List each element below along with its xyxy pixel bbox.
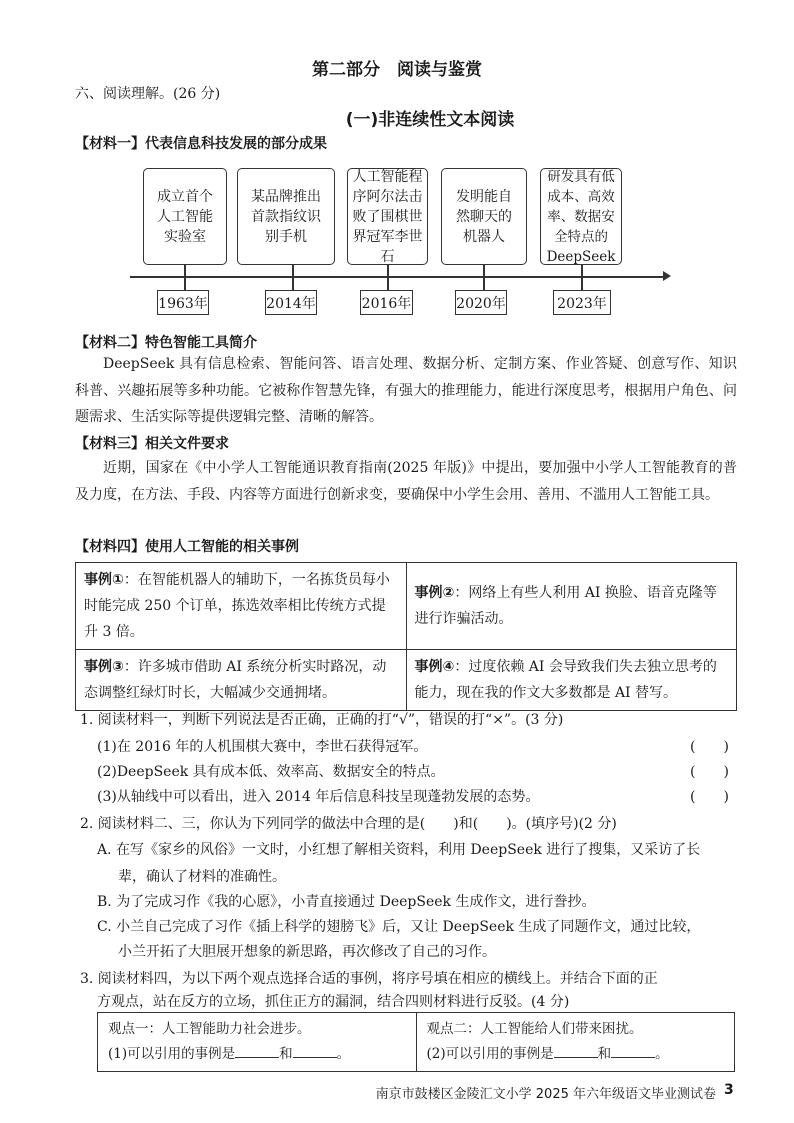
case-text: ：在智能机器人的辅助下，一名拣货员每小时能完成 250 个订单，拣选效率相比传统方式提升 3 倍。	[84, 572, 390, 640]
option-a-cont: 辈，确认了材料的准确性。	[118, 869, 286, 885]
timeline-axis	[130, 276, 665, 278]
and-text: 和	[279, 1046, 293, 1062]
case-cell	[76, 563, 407, 650]
page-number: 3	[724, 1082, 734, 1098]
material2-heading: 【材料二】特色智能工具简介	[75, 335, 257, 351]
timeline-year: 2016年	[360, 290, 413, 315]
case-label: 事例②	[414, 585, 455, 601]
period: 。	[336, 1046, 351, 1062]
case-cell	[76, 650, 407, 711]
question-3-stem-cont: 方观点，站在反方的立场，抓住正方的漏洞，结合四则材料进行反驳。(4 分)	[97, 994, 570, 1010]
timeline-event: 发明能自然聊天的机器人	[441, 168, 527, 265]
timeline-stem	[581, 265, 583, 290]
period: 。	[655, 1046, 669, 1062]
material3-body: 近期，国家在《中小学人工智能通识教育指南(2025 年版)》中提出，要加强中小学人工智能教育的普及力度，在方法、手段、内容等方面进行创新求变，要确保中小学生会用、善用、不滥用人工智能工具。	[75, 460, 737, 503]
case-cell	[406, 563, 737, 650]
part-title: 第二部分 阅读与鉴赏	[312, 60, 482, 80]
timeline-year: 2023年	[553, 290, 611, 315]
answer-blank[interactable]	[235, 1045, 279, 1058]
question-1-item: (1)在 2016 年的人机围棋大赛中，李世石获得冠军。	[97, 739, 428, 755]
material3-heading: 【材料三】相关文件要求	[75, 436, 229, 452]
subsection-title: (一)非连续性文本阅读	[345, 110, 515, 130]
question-1-stem: 1. 阅读材料一，判断下列说法是否正确，正确的打“√”，错误的打“×”。(3 分)	[80, 712, 564, 728]
option-c-cont: 小兰开拓了大胆展开想象的新思路，再次修改了自己的习作。	[118, 944, 496, 960]
timeline-stem	[483, 265, 485, 290]
answer-paren[interactable]: ( )	[690, 789, 729, 805]
timeline-event: 成立首个人工智能实验室	[143, 168, 227, 265]
arrow-icon	[663, 271, 671, 281]
viewpoints-table	[97, 1012, 735, 1072]
option-a: A. 在写《家乡的风俗》一文时，小红想了解相关资料，利用 DeepSeek 进行了搜集，又采访了长	[97, 842, 701, 858]
case-text: ：网络上有些人利用 AI 换脸、语音克隆等进行诈骗活动。	[414, 585, 717, 627]
timeline-event: 某品牌推出首款指纹识别手机	[237, 168, 335, 265]
footer-text: 南京市鼓楼区金陵汇文小学 2025 年六年级语文毕业测试卷	[375, 1087, 716, 1102]
timeline-stem	[184, 265, 186, 290]
viewpoint-cell	[98, 1013, 417, 1072]
answer-paren[interactable]: ( )	[690, 739, 729, 755]
viewpoint-prompt: (1)可以引用的事例是	[108, 1046, 236, 1062]
viewpoint-prompt: (2)可以引用的事例是	[426, 1046, 554, 1062]
answer-paren[interactable]: ( )	[690, 764, 729, 780]
case-label: 事例①	[84, 572, 124, 588]
material1-heading: 【材料一】代表信息科技发展的部分成果	[75, 136, 327, 152]
material4-heading: 【材料四】使用人工智能的相关事例	[75, 539, 299, 555]
case-label: 事例④	[414, 659, 455, 675]
answer-blank[interactable]	[293, 1045, 337, 1058]
case-text: ：过度依赖 AI 会导致我们失去独立思考的能力，现在我的作文大多数都是 AI 替写。	[414, 659, 717, 701]
timeline-stem	[292, 265, 294, 290]
answer-blank[interactable]	[611, 1045, 655, 1058]
question-1-item: (3)从轴线中可以看出，进入 2014 年后信息科技呈现蓬勃发展的态势。	[97, 789, 540, 805]
case-text: ：许多城市借助 AI 系统分析实时路况，动态调整红绿灯时长，大幅减少交通拥堵。	[84, 659, 387, 701]
timeline-year: 2014年	[265, 290, 317, 315]
timeline-year: 2020年	[455, 290, 507, 315]
timeline-event: 研发具有低成本、高效率、数据安全特点的DeepSeek	[540, 168, 622, 265]
timeline-event: 人工智能程序阿尔法击败了围棋世界冠军李世石	[347, 168, 428, 265]
section-title: 六、阅读理解。(26 分)	[75, 86, 221, 102]
and-text: 和	[597, 1046, 612, 1062]
timeline-stem	[387, 265, 389, 290]
question-2-stem: 2. 阅读材料二、三，你认为下列同学的做法中合理的是( )和( )。(填序号)(2 分)	[80, 816, 617, 832]
viewpoint-title: 观点二：人工智能给人们带来困扰。	[426, 1021, 643, 1037]
cases-table	[75, 562, 737, 711]
viewpoint-title: 观点一：人工智能助力社会进步。	[108, 1021, 311, 1037]
option-c: C. 小兰自己完成了习作《插上科学的翅膀飞》后，又让 DeepSeek 生成了同题作文，通过比较，	[97, 919, 701, 935]
timeline-year: 1963年	[157, 290, 209, 315]
question-1-item: (2)DeepSeek 具有成本低、效率高、数据安全的特点。	[97, 764, 445, 780]
case-label: 事例③	[84, 659, 124, 675]
question-3-stem: 3. 阅读材料四，为以下两个观点选择合适的事例，将序号填在相应的横线上。并结合下面的正	[80, 971, 658, 987]
answer-blank[interactable]	[554, 1045, 598, 1058]
material2-body: DeepSeek 具有信息检索、智能问答、语言处理、数据分析、定制方案、作业答疑、创意写作、知识科普、兴趣拓展等多种功能。它被称作智慧先锋，有强大的推理能力，能进行深度思考，根据用户角色、问题需求、生活实际等提供逻辑完整、清晰的解答。	[75, 356, 737, 425]
case-cell	[406, 650, 737, 711]
viewpoint-cell	[416, 1013, 735, 1072]
option-b: B. 为了完成习作《我的心愿》，小青直接通过 DeepSeek 生成作文，进行誊抄。	[97, 894, 596, 910]
